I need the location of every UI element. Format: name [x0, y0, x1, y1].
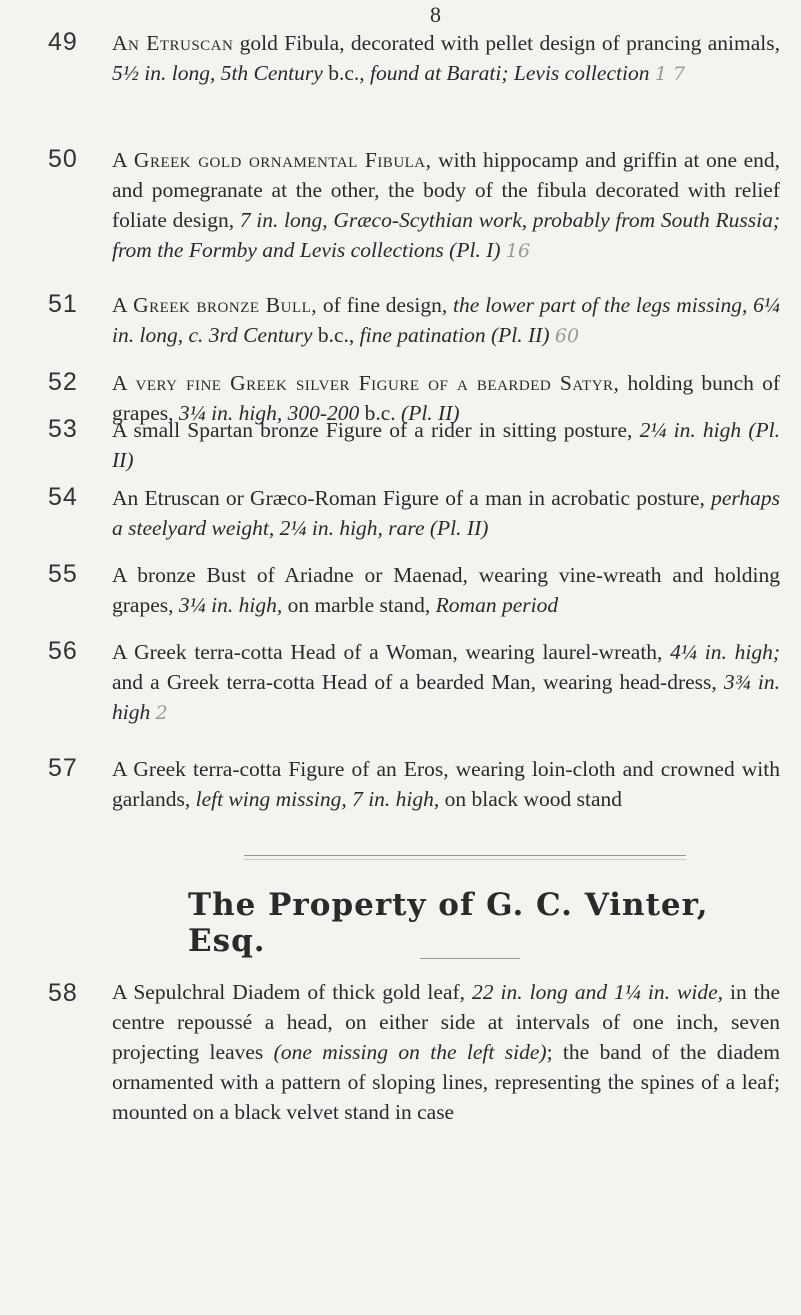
lot-text-tail: b.c., — [322, 61, 370, 85]
lot-text-tail: and a Greek terra-cotta Head of a bearded Man, wearing head-dress, — [112, 670, 724, 694]
lot-description — [112, 483, 780, 544]
lot-italic: 2¼ in. high (Pl. II) — [112, 418, 780, 472]
lot-italic-2: (Pl. II) — [401, 401, 460, 425]
lot-text: with hippocamp and griffin at one end, and pomegranate at the other, the body of the fibula decorated with relief foliate design, — [112, 148, 780, 232]
handwritten-annotation: 16 — [505, 240, 531, 262]
lot-description — [112, 28, 780, 89]
lot-description — [112, 415, 780, 476]
lot-italic-2: fine patination (Pl. II) — [359, 323, 550, 347]
lot-text-tail: in the centre repoussé a head, on either side at intervals of one inch, seven projecting leaves — [112, 980, 780, 1064]
lot-lead: An Etruscan — [112, 31, 234, 55]
lot-italic: 7 in. long, Græco-Scythian work, probably from South Russia; from the Formby and Levis collections (Pl. I) — [112, 208, 780, 262]
lot-text-tail: b.c., — [312, 323, 360, 347]
lot-italic: perhaps a steelyard weight, 2¼ in. high, rare (Pl. II) — [112, 486, 780, 540]
lot-number: 55 — [48, 560, 78, 588]
lot-text: of fine design, — [317, 293, 454, 317]
handwritten-annotation: 1 7 — [654, 63, 686, 85]
lot-text-tail-2: ; the band of the diadem ornamented with a pattern of sloping lines, representing the spines of a leaf; mounted on a black velvet stand in case — [112, 1040, 780, 1124]
lot-italic: 3¼ in. high, 300-200 — [178, 401, 360, 425]
lot-text: gold Fibula, decorated with pellet design of prancing animals, — [233, 31, 780, 55]
lot-text-tail: b.c. — [359, 401, 402, 425]
lot-description — [112, 977, 780, 1127]
rule-bottom — [420, 958, 520, 959]
lot-text: A bronze Bust of Ariadne or Maenad, wearing vine-wreath and holding grapes, — [112, 563, 780, 617]
lot-number: 49 — [48, 28, 78, 56]
lot-text: A Greek terra-cotta Figure of an Eros, wearing loin-cloth and crowned with garlands, — [112, 757, 780, 811]
lot-number: 53 — [48, 415, 78, 443]
lot-description — [112, 637, 780, 728]
lot-description — [112, 560, 780, 621]
lot-text: A small Spartan bronze Figure of a rider in sitting posture, — [112, 418, 640, 442]
lot-text: An Etruscan or Græco-Roman Figure of a man in acrobatic posture, — [112, 486, 712, 510]
rule-top-thin — [244, 859, 686, 860]
lot-italic: 3¼ in. high, — [178, 593, 283, 617]
lot-italic: 22 in. long and 1¼ in. wide, — [472, 980, 724, 1004]
lot-number: 58 — [48, 979, 78, 1007]
lot-number: 50 — [48, 145, 78, 173]
lot-italic: 5½ in. long, 5th Century — [112, 61, 323, 85]
lot-italic-2: (one missing on the left side) — [273, 1040, 547, 1064]
handwritten-annotation: 2 — [155, 702, 168, 724]
lot-lead: A Greek bronze Bull, — [112, 293, 318, 317]
lot-italic-2: Roman period — [435, 593, 559, 617]
lot-italic: the lower part of the legs missing, 6¼ in. long, c. 3rd Century — [112, 293, 780, 347]
lot-text-tail: on black wood stand — [439, 787, 622, 811]
lot-italic-2: 3¾ in. high — [112, 670, 780, 724]
lot-lead: A very fine Greek silver Figure of a bearded Satyr, — [112, 371, 620, 395]
lot-lead: A Greek gold ornamental Fibula, — [112, 148, 432, 172]
lot-text: holding bunch of grapes, — [112, 371, 780, 425]
lot-number: 52 — [48, 368, 78, 396]
rule-top — [244, 855, 686, 856]
lot-number: 51 — [48, 290, 78, 318]
page-number: 8 — [430, 2, 441, 27]
handwritten-annotation: 60 — [554, 325, 580, 347]
lot-italic-2: found at Barati; Levis collection — [369, 61, 650, 85]
lot-description — [112, 754, 780, 815]
lot-description — [112, 145, 780, 266]
lot-number: 54 — [48, 483, 78, 511]
lot-number: 56 — [48, 637, 78, 665]
lot-number: 57 — [48, 754, 78, 782]
lot-text: A Greek terra-cotta Head of a Woman, wearing laurel-wreath, — [112, 640, 671, 664]
property-heading: The Property of G. C. Vinter, Esq. — [188, 887, 709, 959]
lot-italic: 4¼ in. high; — [670, 640, 780, 664]
lot-text: A Sepulchral Diadem of thick gold leaf, — [112, 980, 473, 1004]
lot-description — [112, 290, 780, 351]
lot-italic: left wing missing, 7 in. high, — [195, 787, 440, 811]
lot-text-tail: on marble stand, — [282, 593, 436, 617]
